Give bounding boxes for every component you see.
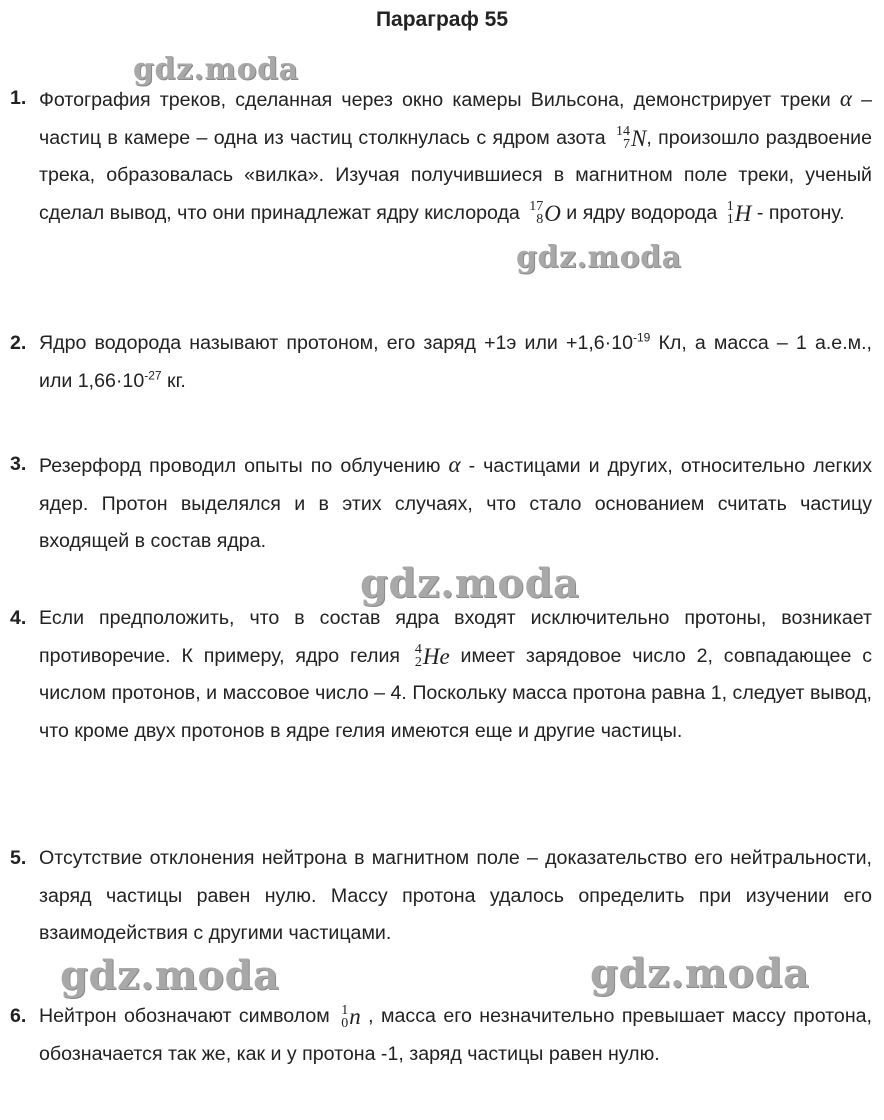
item-text: Фотография треков, сделанная через окно камеры Вильсона, демонстрирует треки α – частиц в камере – одна из частиц столкнулась с ядром азота 14 7 N, произошло раздвоение трека, образовалась «вилка». Изучая получившиеся в магнитном поле треки, ученый сделал вывод, что они принадлежат ядру кислорода 17 8 O и ядру водорода 1 1 H - протону. <box>39 80 872 232</box>
item-text: Отсутствие отклонения нейтрона в магнитном поле – доказательство его нейтральности, заряд частицы равен нулю. Массу протона удалось определить при изучении его взаимодействия с другими частицами. <box>39 847 872 944</box>
item-text: Ядро водорода называют протоном, его заряд +1э или $+1,6\cdot 10^{-19}$ Кл, а масса – 1 а.е.м., или $1,66\cdot 10^{-27}$ кг. <box>39 330 872 392</box>
item-number: 5. <box>10 847 27 869</box>
item-number: 6. <box>10 1005 27 1027</box>
hydrogen-nuclide: 1 1 H <box>726 199 752 228</box>
item-number: 3. <box>10 453 27 475</box>
alpha-symbol: α <box>839 86 852 111</box>
list-item <box>10 840 872 953</box>
watermark: gdz.moda <box>360 560 580 607</box>
item-number: 2. <box>10 332 27 354</box>
item-text: Нейтрон обозначают символом 1 0 n , масса его незначительно превышает массу протона, обозначается так же, как и у протона -1, заряд частицы равен нулю. <box>39 998 872 1073</box>
list-item <box>10 446 872 561</box>
helium-nuclide: 4 2 He <box>414 642 450 671</box>
list-item <box>10 600 872 750</box>
watermark: gdz.moda <box>590 950 810 997</box>
nitrogen-nuclide: 14 7 N <box>616 124 647 153</box>
list-item <box>10 80 872 232</box>
item-number: 1. <box>10 87 27 109</box>
list-item <box>10 998 872 1073</box>
watermark: gdz.moda <box>516 240 682 275</box>
watermark: gdz.moda <box>60 952 280 999</box>
page-title: Параграф 55 <box>375 8 509 31</box>
list-item <box>10 325 872 400</box>
watermark: gdz.moda <box>133 52 299 87</box>
alpha-symbol: α <box>448 452 461 477</box>
item-number: 4. <box>10 607 27 629</box>
item-text: Резерфорд проводил опыты по облучению α - частицами и других, относительно легких ядер. Протон выделялся и в этих случаях, что стало основанием считать частицу входящей в состав ядра. <box>39 452 872 552</box>
item-text: Если предположить, что в состав ядра входят исключительно протоны, возникает противоречие. К примеру, ядро гелия 4 2 He имеет зарядовое число 2, совпадающее с числом протонов, и массовое число – 4. Поскольку масса протона равна 1, следует вывод, что кроме двух протонов в ядре гелия имеются еще и другие частицы. <box>39 607 872 742</box>
neutron-symbol: 1 0 n <box>341 1002 361 1031</box>
oxygen-nuclide: 17 8 O <box>529 199 561 228</box>
